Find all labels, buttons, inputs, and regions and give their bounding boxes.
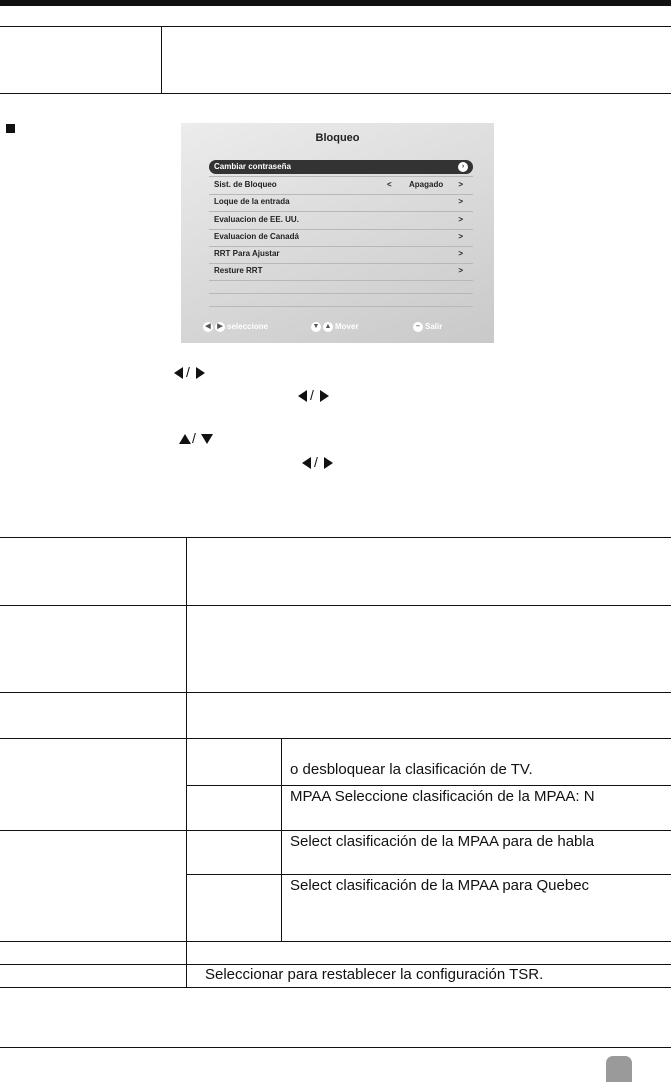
reset-rrt-text: Seleccionar para restablecer la configuración TSR. (205, 966, 544, 983)
left-arrow-icon (298, 390, 307, 402)
chevron-right-icon: > (458, 232, 463, 241)
menu-divider (209, 280, 473, 281)
footer-select (203, 321, 268, 332)
up-arrow-icon: ▲ (324, 322, 332, 330)
table-row-divider (0, 738, 671, 739)
top-table-divider (161, 26, 162, 94)
menu-divider (209, 211, 473, 212)
menu-item-label: Sist. de Bloqueo (214, 180, 277, 189)
down-arrow-icon (201, 434, 213, 444)
chevron-right-icon: > (458, 197, 463, 206)
menu-title: Bloqueo (315, 132, 360, 144)
chevron-left-icon[interactable]: < (387, 180, 392, 189)
right-arrow-icon (324, 457, 333, 469)
down-arrow-icon: ▼ (312, 322, 320, 330)
menu-item-input-lock[interactable] (209, 195, 473, 209)
menu-item-change-password[interactable] (209, 160, 473, 174)
table-row-divider (0, 964, 671, 965)
quebec-rating-text: Select clasificación de la MPAA para Quebec (290, 877, 590, 894)
slash-separator: / (310, 387, 314, 403)
menu-item-label: Resture RRT (214, 266, 263, 275)
chevron-right-icon: > (458, 266, 463, 275)
exit-icon: – (413, 322, 423, 332)
menu-item-lock-system[interactable] (209, 178, 473, 192)
table-row-divider (0, 605, 671, 606)
top-bar (0, 0, 671, 6)
page-number-badge (606, 1056, 632, 1082)
menu-divider (209, 176, 473, 177)
top-table-border-top (0, 26, 671, 27)
up-arrow-icon (179, 434, 191, 444)
right-arrow-icon (320, 390, 329, 402)
slash-separator: / (192, 430, 196, 446)
chevron-right-icon: › (458, 162, 468, 172)
table-col-divider (186, 537, 187, 988)
table-row-divider (186, 874, 671, 875)
footer-exit (413, 321, 442, 332)
menu-item-rrt-adjust[interactable] (209, 247, 473, 261)
table-row-divider (0, 830, 671, 831)
footer-select-label: seleccione (227, 322, 268, 331)
table-row-divider (0, 941, 671, 942)
bullet-square-icon (6, 124, 15, 133)
chevron-right-icon[interactable]: > (458, 180, 463, 189)
table-border-bottom (0, 987, 671, 988)
menu-divider (209, 306, 473, 307)
table-row-divider (186, 785, 671, 786)
left-arrow-icon (302, 457, 311, 469)
left-arrow-icon: ◀ (203, 322, 213, 332)
menu-item-label: Cambiar contraseña (214, 162, 291, 171)
menu-item-label: Evaluacion de Canadá (214, 232, 299, 241)
footer-move-label: Mover (335, 322, 359, 331)
top-table-border-bottom (0, 93, 671, 94)
footer-exit-label: Salir (425, 322, 443, 331)
slash-separator: / (314, 454, 318, 470)
left-arrow-icon (174, 367, 183, 379)
menu-item-label: Evaluacion de EE. UU. (214, 215, 299, 224)
table-subcol-divider (281, 738, 282, 941)
chevron-right-icon: > (458, 215, 463, 224)
slash-separator: / (186, 364, 190, 380)
right-arrow-icon (196, 367, 205, 379)
menu-item-value: Apagado (409, 180, 444, 189)
tv-rating-text: o desbloquear la clasificación de TV. (290, 761, 533, 778)
table-row-divider (0, 692, 671, 693)
footer-line (0, 1047, 671, 1048)
menu-item-label: RRT Para Ajustar (214, 249, 280, 258)
footer-move (311, 321, 359, 332)
menu-item-reset-rrt[interactable] (209, 264, 473, 278)
menu-item-us-rating[interactable] (209, 213, 473, 227)
menu-divider (209, 293, 473, 294)
table-border-top (0, 537, 671, 538)
right-arrow-icon: ▶ (215, 322, 225, 332)
chevron-right-icon: > (458, 249, 463, 258)
english-rating-text: Select clasificación de la MPAA para de habla (290, 833, 595, 850)
menu-item-canada-rating[interactable] (209, 230, 473, 244)
mpaa-text: MPAA Seleccione clasificación de la MPAA: N (290, 788, 595, 805)
menu-item-label: Loque de la entrada (214, 197, 290, 206)
lock-menu-screen (181, 123, 494, 343)
